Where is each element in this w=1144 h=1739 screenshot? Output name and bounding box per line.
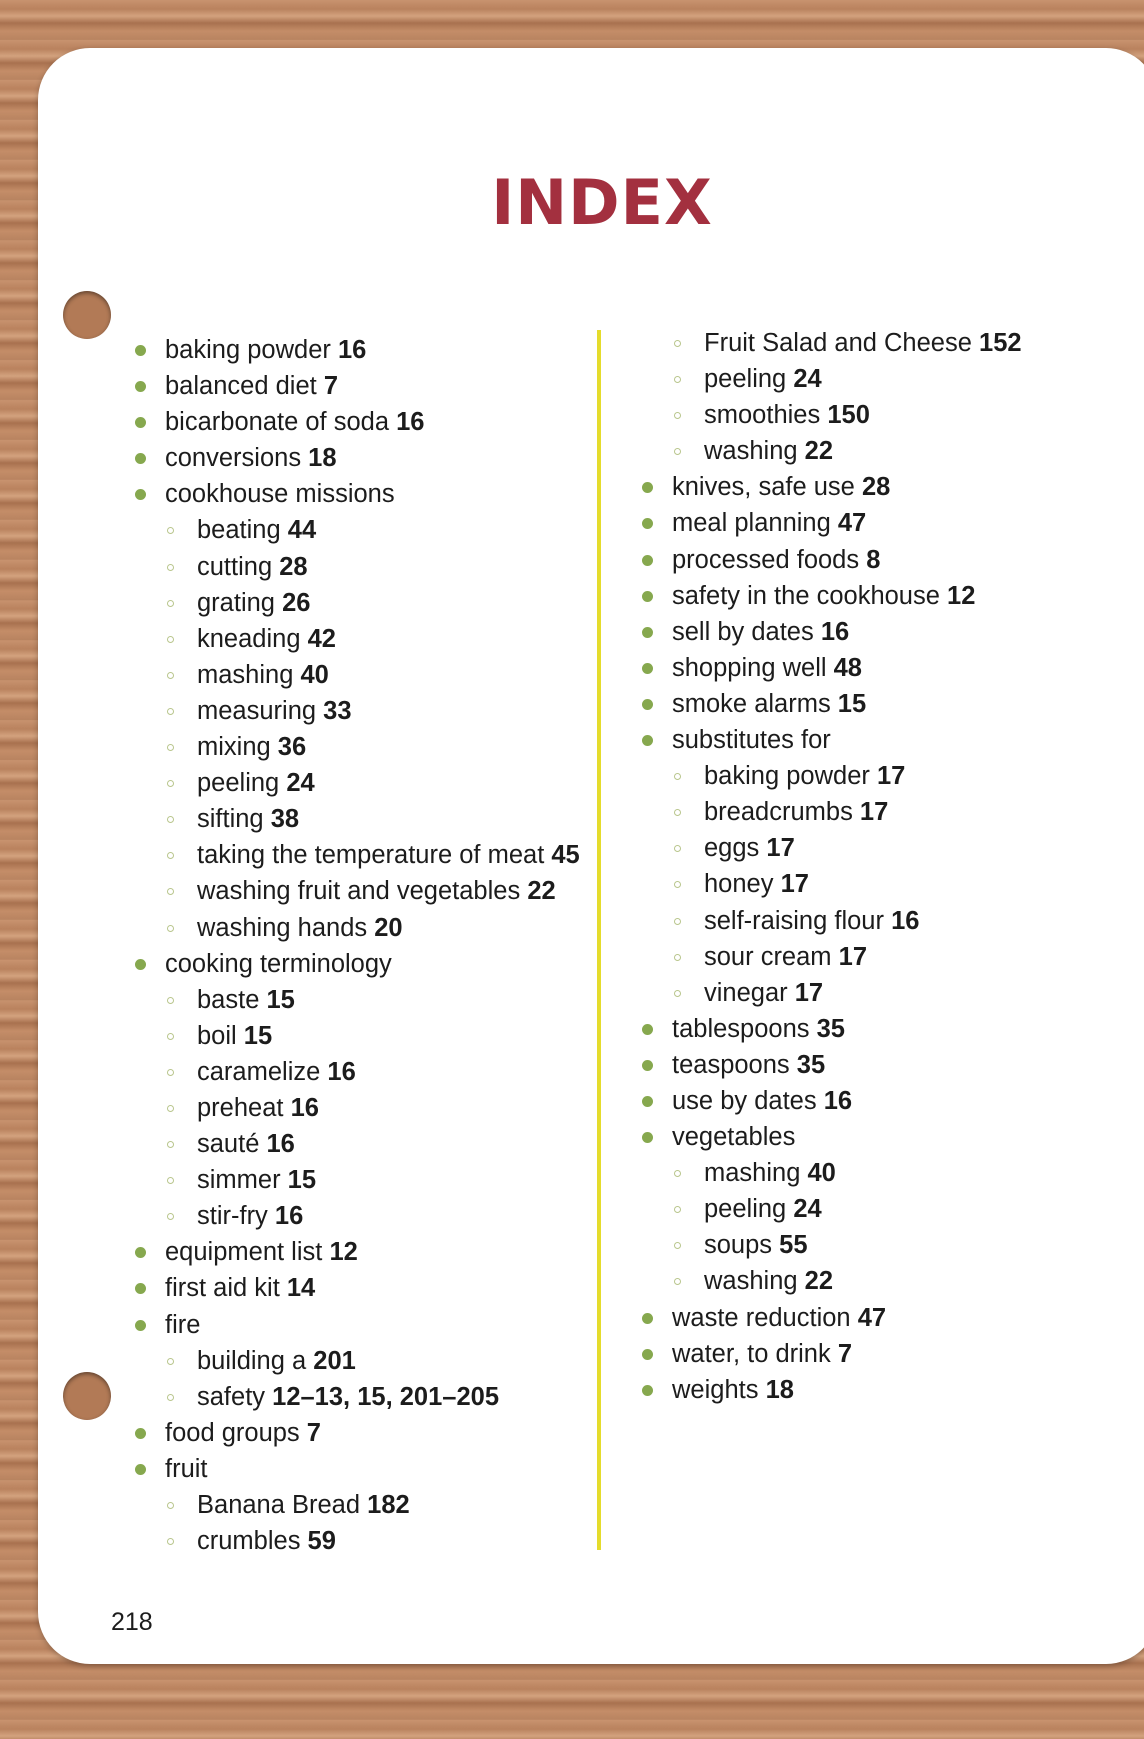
entry-term: balanced diet: [165, 372, 317, 401]
entry-term: sauté: [197, 1130, 260, 1159]
entry-term: washing fruit and vegetables: [197, 877, 521, 906]
entry-page-numbers: 182: [367, 1491, 410, 1519]
index-subentry: [135, 621, 580, 657]
entry-term: teaspoons: [672, 1050, 790, 1079]
index-entry: [135, 1234, 580, 1270]
entry-term: waste reduction: [672, 1303, 851, 1332]
index-subentry: [135, 837, 580, 873]
index-subentry: [642, 325, 1022, 361]
entry-page-numbers: 22: [527, 877, 556, 906]
entry-page-numbers: 17: [838, 942, 868, 971]
entry-term: peeling: [704, 1195, 787, 1224]
index-subentry: [642, 1155, 1022, 1191]
page-title: INDEX: [491, 166, 713, 239]
entry-term: conversions: [165, 444, 302, 473]
entry-term: shopping well: [672, 653, 827, 682]
entry-term: knives, safe use: [672, 473, 855, 502]
entry-page-numbers: 33: [323, 696, 352, 725]
entry-page-numbers: 16: [891, 906, 920, 935]
entry-term: cutting: [197, 552, 273, 581]
entry-term: preheat: [197, 1093, 284, 1122]
entry-term: mixing: [197, 733, 271, 762]
entry-term: washing hands: [197, 913, 368, 942]
entry-term: smoke alarms: [672, 689, 831, 718]
index-subentry: [642, 830, 1022, 866]
entry-term: vegetables: [672, 1123, 796, 1152]
entry-page-numbers: 36: [277, 733, 307, 762]
index-entry: [135, 404, 580, 440]
entry-term: fire: [165, 1310, 201, 1339]
entry-term: processed foods: [672, 545, 860, 574]
entry-page-numbers: 59: [307, 1527, 336, 1556]
index-entry: [135, 1307, 580, 1343]
index-entry: [642, 1336, 1022, 1372]
index-subentry: [135, 693, 580, 729]
entry-page-numbers: 17: [766, 834, 795, 863]
entry-term: safety in the cookhouse: [672, 581, 940, 610]
entry-term: caramelize: [197, 1057, 321, 1086]
index-entry: [642, 469, 1022, 505]
index-column-left: [135, 332, 580, 1559]
index-entry: [135, 332, 580, 368]
entry-term: cookhouse missions: [165, 480, 395, 509]
entry-page-numbers: 12–13, 15, 201–205: [272, 1382, 500, 1411]
entry-term: peeling: [704, 365, 787, 394]
index-subentry: [135, 873, 580, 909]
entry-term: sifting: [197, 805, 264, 834]
index-entry: [135, 1415, 580, 1451]
entry-term: breadcrumbs: [704, 798, 853, 827]
entry-page-numbers: 16: [396, 408, 425, 437]
entry-page-numbers: 16: [337, 336, 367, 364]
entry-page-numbers: 16: [823, 1086, 853, 1115]
index-subentry: [135, 1162, 580, 1198]
binder-hole-top: [63, 291, 111, 339]
entry-term: stir-fry: [197, 1202, 268, 1231]
index-entry: [135, 368, 580, 404]
entry-page-numbers: 17: [859, 798, 889, 827]
index-subentry: [135, 549, 580, 585]
index-subentry: [135, 585, 580, 621]
entry-page-numbers: 47: [857, 1303, 887, 1332]
entry-page-numbers: 8: [866, 545, 881, 574]
entry-page-numbers: 15: [266, 985, 295, 1014]
column-divider: [597, 330, 601, 1550]
index-subentry: [642, 397, 1022, 433]
entry-term: simmer: [197, 1166, 281, 1195]
index-subentry: [135, 982, 580, 1018]
entry-page-numbers: 152: [979, 329, 1022, 357]
index-entry: [642, 686, 1022, 722]
entry-term: peeling: [197, 769, 280, 798]
entry-term: meal planning: [672, 509, 831, 538]
binder-hole-bottom: [63, 1372, 111, 1420]
entry-term: Fruit Salad and Cheese: [704, 329, 972, 357]
entry-term: cooking terminology: [165, 949, 392, 978]
index-subentry: [135, 512, 580, 548]
entry-page-numbers: 28: [861, 473, 891, 502]
index-entry: [642, 542, 1022, 578]
entry-term: substitutes for: [672, 726, 831, 755]
entry-term: equipment list: [165, 1238, 323, 1267]
entry-term: washing: [704, 1267, 798, 1296]
entry-page-numbers: 45: [551, 841, 580, 870]
entry-page-numbers: 24: [793, 1195, 822, 1224]
index-subentry: [135, 1018, 580, 1054]
entry-term: baste: [197, 985, 260, 1014]
entry-page-numbers: 47: [837, 509, 867, 538]
index-entry: [642, 650, 1022, 686]
index-entry: [642, 1119, 1022, 1155]
entry-term: crumbles: [197, 1527, 301, 1556]
entry-term: beating: [197, 516, 281, 545]
entry-page-numbers: 20: [374, 913, 403, 942]
entry-term: eggs: [704, 834, 760, 863]
entry-term: boil: [197, 1021, 237, 1050]
entry-term: Banana Bread: [197, 1491, 361, 1519]
entry-page-numbers: 22: [804, 437, 834, 466]
entry-page-numbers: 12: [329, 1238, 358, 1267]
index-subentry: [135, 1126, 580, 1162]
entry-term: water, to drink: [672, 1339, 831, 1368]
index-entry: [135, 1270, 580, 1306]
entry-page-numbers: 18: [308, 444, 337, 473]
entry-term: washing: [704, 437, 798, 466]
entry-page-numbers: 26: [282, 588, 311, 617]
index-subentry: [135, 801, 580, 837]
entry-term: grating: [197, 588, 275, 617]
entry-term: weights: [672, 1375, 759, 1404]
index-entry: [642, 1047, 1022, 1083]
entry-term: vinegar: [704, 978, 788, 1007]
entry-term: baking powder: [165, 336, 331, 364]
entry-page-numbers: 12: [947, 581, 976, 610]
entry-page-numbers: 7: [323, 372, 338, 401]
index-subentry: [642, 903, 1022, 939]
index-subentry: [135, 1523, 580, 1559]
entry-page-numbers: 14: [286, 1274, 316, 1303]
index-entry: [135, 946, 580, 982]
index-subentry: [642, 939, 1022, 975]
entry-page-numbers: 15: [243, 1021, 273, 1050]
index-subentry: [642, 975, 1022, 1011]
entry-term: food groups: [165, 1418, 300, 1447]
entry-term: bicarbonate of soda: [165, 408, 389, 437]
index-subentry: [642, 866, 1022, 902]
entry-page-numbers: 16: [327, 1057, 356, 1086]
entry-page-numbers: 201: [313, 1346, 356, 1375]
entry-page-numbers: 24: [286, 769, 315, 798]
entry-page-numbers: 7: [306, 1418, 321, 1447]
entry-page-numbers: 18: [765, 1375, 794, 1404]
index-entry: [642, 1083, 1022, 1119]
entry-term: mashing: [704, 1159, 801, 1188]
index-entry: [642, 1372, 1022, 1408]
entry-page-numbers: 16: [820, 617, 850, 646]
index-subentry: [135, 765, 580, 801]
entry-page-numbers: 48: [833, 653, 862, 682]
entry-term: measuring: [197, 696, 317, 725]
entry-term: self-raising flour: [704, 906, 884, 935]
entry-term: sell by dates: [672, 617, 814, 646]
entry-page-numbers: 15: [837, 689, 867, 718]
index-subentry: [642, 361, 1022, 397]
index-entry: [135, 1451, 580, 1487]
entry-term: fruit: [165, 1454, 208, 1483]
entry-term: kneading: [197, 624, 301, 653]
entry-page-numbers: 22: [804, 1267, 834, 1296]
entry-page-numbers: 40: [807, 1159, 836, 1188]
index-entry: [642, 1011, 1022, 1047]
entry-page-numbers: 7: [837, 1339, 853, 1368]
entry-term: sour cream: [704, 942, 832, 971]
entry-page-numbers: 35: [796, 1050, 826, 1079]
entry-page-numbers: 15: [287, 1166, 317, 1195]
entry-term: smoothies: [704, 401, 821, 430]
index-entry: [642, 722, 1022, 758]
entry-page-numbers: 35: [816, 1014, 845, 1043]
entry-page-numbers: 16: [266, 1130, 295, 1159]
index-subentry: [135, 729, 580, 765]
entry-term: first aid kit: [165, 1274, 280, 1303]
entry-term: honey: [704, 870, 774, 899]
index-entry: [642, 505, 1022, 541]
index-entry: [135, 476, 580, 512]
entry-term: taking the temperature of meat: [197, 841, 545, 870]
entry-page-numbers: 16: [274, 1202, 304, 1231]
entry-term: tablespoons: [672, 1014, 810, 1043]
entry-page-numbers: 17: [794, 978, 824, 1007]
entry-page-numbers: 17: [780, 870, 809, 899]
entry-page-numbers: 42: [307, 624, 336, 653]
entry-term: baking powder: [704, 762, 870, 791]
entry-term: soups: [704, 1231, 773, 1260]
page-number: 218: [111, 1608, 153, 1636]
index-column-right: [642, 325, 1022, 1408]
entry-page-numbers: 40: [300, 660, 329, 689]
index-entry: [642, 614, 1022, 650]
index-subentry: [135, 1090, 580, 1126]
index-subentry: [135, 1343, 580, 1379]
entry-page-numbers: 38: [270, 805, 300, 834]
index-subentry: [135, 1054, 580, 1090]
index-subentry: [642, 1191, 1022, 1227]
index-entry: [642, 1300, 1022, 1336]
index-entry: [135, 440, 580, 476]
index-entry: [642, 578, 1022, 614]
entry-page-numbers: 150: [827, 401, 870, 430]
entry-term: building a: [197, 1346, 307, 1375]
entry-page-numbers: 17: [876, 762, 906, 791]
index-subentry: [135, 1379, 580, 1415]
entry-page-numbers: 16: [290, 1093, 319, 1122]
entry-term: mashing: [197, 660, 294, 689]
entry-page-numbers: 44: [287, 516, 317, 545]
entry-term: safety: [197, 1382, 266, 1411]
index-subentry: [135, 1198, 580, 1234]
index-subentry: [642, 433, 1022, 469]
entry-term: use by dates: [672, 1086, 817, 1115]
index-subentry: [135, 657, 580, 693]
index-subentry: [642, 794, 1022, 830]
index-subentry: [642, 1227, 1022, 1263]
index-subentry: [135, 910, 580, 946]
index-subentry: [135, 1487, 580, 1523]
index-subentry: [642, 1263, 1022, 1299]
entry-page-numbers: 55: [779, 1231, 808, 1260]
index-subentry: [642, 758, 1022, 794]
entry-page-numbers: 24: [793, 365, 822, 394]
entry-page-numbers: 28: [279, 552, 308, 581]
